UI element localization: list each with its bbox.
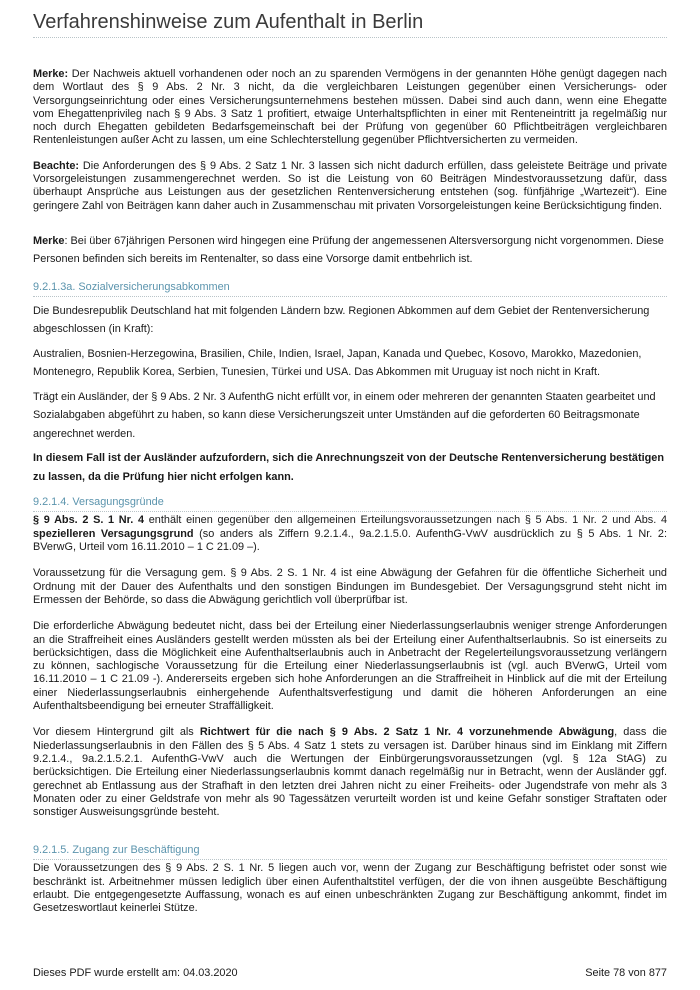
merke-paragraph-1 xyxy=(33,68,667,148)
section-9214-p4-text-2: , dass die Niederlassungserlaubnis in den Fällen des § 5 Abs. 4 Satz 1 stets zu versagen ist. Darüber hinaus sind im Einklang mit Ziffern 9.2.1.4., 9a.2.1.5.2.1. AufenthG-VwV auch die Wertungen der Einbürgerungsvoraussetzungen (vgl. § 12a StAG) zu berücksichtigen. Die Erteilung einer Niederlassungserlaubnis kommt danach regelmäßig nur in Betracht, wenn der Ausländer ggf. gerechnet ab Entlassung aus der Strafhaft in den letzten drei Jahren nicht zu einer Freiheits- oder Jugendstrafe von mehr als 3 Monaten oder zu einer Geldstrafe von mehr als 90 Tagessätzen verurteilt worden ist und keine Gefahr sonstiger Straftaten oder sonstiger Ausweisungsgründe besteht. xyxy=(33,726,667,819)
section-9214-p1-text-1: enthält einen gegenüber den allgemeinen Erteilungsvoraussetzungen nach § 5 Abs. 1 Nr. 2 und Abs. 4 xyxy=(144,514,667,527)
section-9214-p4-text-1: Vor diesem Hintergrund gilt als xyxy=(33,726,200,739)
section-9214-p1-text-2: (so anders als Ziffern 9.2.1.4., 9a.2.1.5.0. AufenthG-VwV ausdrücklich zu § 5 Abs. 1 Nr. 2: BVerwG, Urteil vom 16.11.2010 – 1 C 21.09 –). xyxy=(33,527,667,554)
beachte-label: Beachte: xyxy=(33,159,79,172)
page-title: Verfahrenshinweise zum Aufenthalt in Berlin xyxy=(33,11,424,33)
document-body xyxy=(33,68,667,916)
title-divider xyxy=(33,37,667,38)
section-9214-p1-bold-1: § 9 Abs. 2 S. 1 Nr. 4 xyxy=(33,514,145,527)
section-9214-p4 xyxy=(33,726,667,819)
section-heading-9214: 9.2.1.4. Versagungsgründe xyxy=(33,495,667,512)
beachte-paragraph xyxy=(33,160,667,213)
section-9213a-intro: Die Bundesrepublik Deutschland hat mit folgenden Ländern bzw. Regionen Abkommen auf dem Gebiet der Rentenversicherung abgeschlossen (in Kraft): xyxy=(33,304,650,336)
section-heading-9213a: 9.2.1.3a. Sozialversicherungsabkommen xyxy=(33,280,667,297)
section-heading-9215: 9.2.1.5. Zugang zur Beschäftigung xyxy=(33,843,667,860)
merke2-text: : Bei über 67jährigen Personen wird hingegen eine Prüfung der angemessenen Altersversorgung nicht vorgenommen. Diese Personen befinden sich bereits im Rentenalter, so dass eine Vorsorge damit entbehrlich ist. xyxy=(33,234,664,266)
section-9214-p1-bold-2: spezielleren Versagungsgrund xyxy=(33,527,194,540)
footer-created-date: Dieses PDF wurde erstellt am: 04.03.2020 xyxy=(33,967,238,979)
merke-label: Merke: xyxy=(33,68,69,80)
section-9213a-credit: Trägt ein Ausländer, der § 9 Abs. 2 Nr. 3 AufenthG nicht erfüllt vor, in einem oder mehreren der genannten Staaten gearbeitet und Sozialabgaben abgeführt zu haben, so kann diese Versicherungszeit unter Umständen auf die geforderten 60 Beitragsmonate angerechnet werden. xyxy=(33,390,656,440)
section-9214-p1 xyxy=(33,514,667,554)
section-9213a-countries: Australien, Bosnien-Herzegowina, Brasilien, Chile, Indien, Israel, Japan, Kanada und Quebec, Kosovo, Marokko, Mazedonien, Montenegro, Republik Korea, Serbien, Tunesien, Türkei und USA. Das Abkommen mit Uruguay ist noch nicht in Kraft. xyxy=(33,347,642,379)
section-9214-p2: Voraussetzung für die Versagung gem. § 9 Abs. 2 S. 1 Nr. 4 ist eine Abwägung der Gefahren für die öffentliche Sicherheit und Ordnung mit der Dauer des Aufenthalts und den sonstigen Bindungen im Bundesgebiet. Der Versagungsgrund steht nicht im Ermessen der Behörde, so dass die Abwägung gerichtlich voll überprüfbar ist. xyxy=(33,567,667,606)
section-9214-p3: Die erforderliche Abwägung bedeutet nicht, dass bei der Erteilung einer Niederlassungserlaubnis weniger strenge Anforderungen an die Straffreiheit eines Ausländers gestellt werden müssten als bei der Erteilung einer Aufenthaltserlaubnis. So ist einerseits zu berücksichtigen, dass die Möglichkeit eine Aufenthaltserlaubnis auch in Anbetracht der Regelerteilungsvoraussetzung verlängern zu können, sachlogische Voraussetzung für die Erteilung einer Niederlassungserlaubnis ist (vgl. auch BVerwG, Urteil vom 16.11.2010 – 1 C 21.09 -). Andererseits ergeben sich hohe Anforderungen an die Straffreiheit in Hinblick auf die mit der Erteilung einer Niederlassungserlaubnis einhergehende Aufenthaltsverfestigung und damit die höheren Anforderungen an eine Aufenthaltsbeendigung bei erneuter Straffälligkeit. xyxy=(33,620,667,713)
page-footer xyxy=(33,966,667,980)
section-9213a-instruction: In diesem Fall ist der Ausländer aufzufordern, sich die Anrechnungszeit von der Deutsche Rentenversicherung bestätigen zu lassen, da die Prüfung hier nicht erfolgen kann. xyxy=(33,452,664,483)
section-9214-p4-bold: Richtwert für die nach § 9 Abs. 2 Satz 1 Nr. 4 vorzunehmende Abwägung xyxy=(199,726,615,739)
section-9215-p1: Die Voraussetzungen des § 9 Abs. 2 S. 1 Nr. 5 liegen auch vor, wenn der Zugang zur Beschäftigung befristet oder sonst wie beschränkt ist. Arbeitnehmer müssen lediglich über einen Aufenthaltstitel verfügen, der die von ihnen ausgeübte Beschäftigung erlaubt. Die entgegengesetzte Auffassung, wonach es auf einen unbeschränkten Zugang zur Beschäftigung ankommt, findet im Gesetzeswortlaut keinerlei Stütze. xyxy=(33,862,667,915)
merke-text: Der Nachweis aktuell vorhandenen oder noch an zu sparenden Vermögens in der genannten Höhe genügt dagegen nach dem Wortlaut des § 9 Abs. 2 Nr. 3 nicht, da die vergleichbaren Leistungen gegenüber einen Versicherungs- oder Versorgungseinrichtung oder eines Versicherungsunternehmens bestehen müssen. Dabei sind auch dann, wenn eine Ehegatte vom Ehegattenprivileg nach § 9 Abs. 3 Satz 1 profitiert, etwaige Unterhaltspflichten in einer mit Renteneintritt ja regelmäßig nur noch durch Ehegatten gebildeten Bedarfsgemeinschaft bei der Prüfung von gegenüber 60 Pflichtbeiträgen vergleichbaren Rentenleistungen außer Acht zu lassen, um eine Schlechterstellung gegenüber Pflichtversicherten zu vermeiden. xyxy=(33,68,667,147)
merke-paragraph-2 xyxy=(33,232,667,269)
beachte-text: Die Anforderungen des § 9 Abs. 2 Satz 1 Nr. 3 lassen sich nicht dadurch erfüllen, dass geleistete Beiträge und private Vorsorgeleistungen zusammengerechnet werden. So ist die Leistung von 60 Beiträgen Mindestvoraussetzung dafür, dass überhaupt Ansprüche aus Leistungen aus der gesetzlichen Rentenversicherung entstehen (sog. fünfjährige „Wartezeit“). Eine geringere Zahl von Beiträgen kann daher auch in Zusammenschau mit privaten Vorsorgeleistungen keine Berücksichtigung finden. xyxy=(33,159,667,212)
merke2-label: Merke xyxy=(33,234,65,247)
footer-page-number: Seite 78 von 877 xyxy=(585,967,667,979)
